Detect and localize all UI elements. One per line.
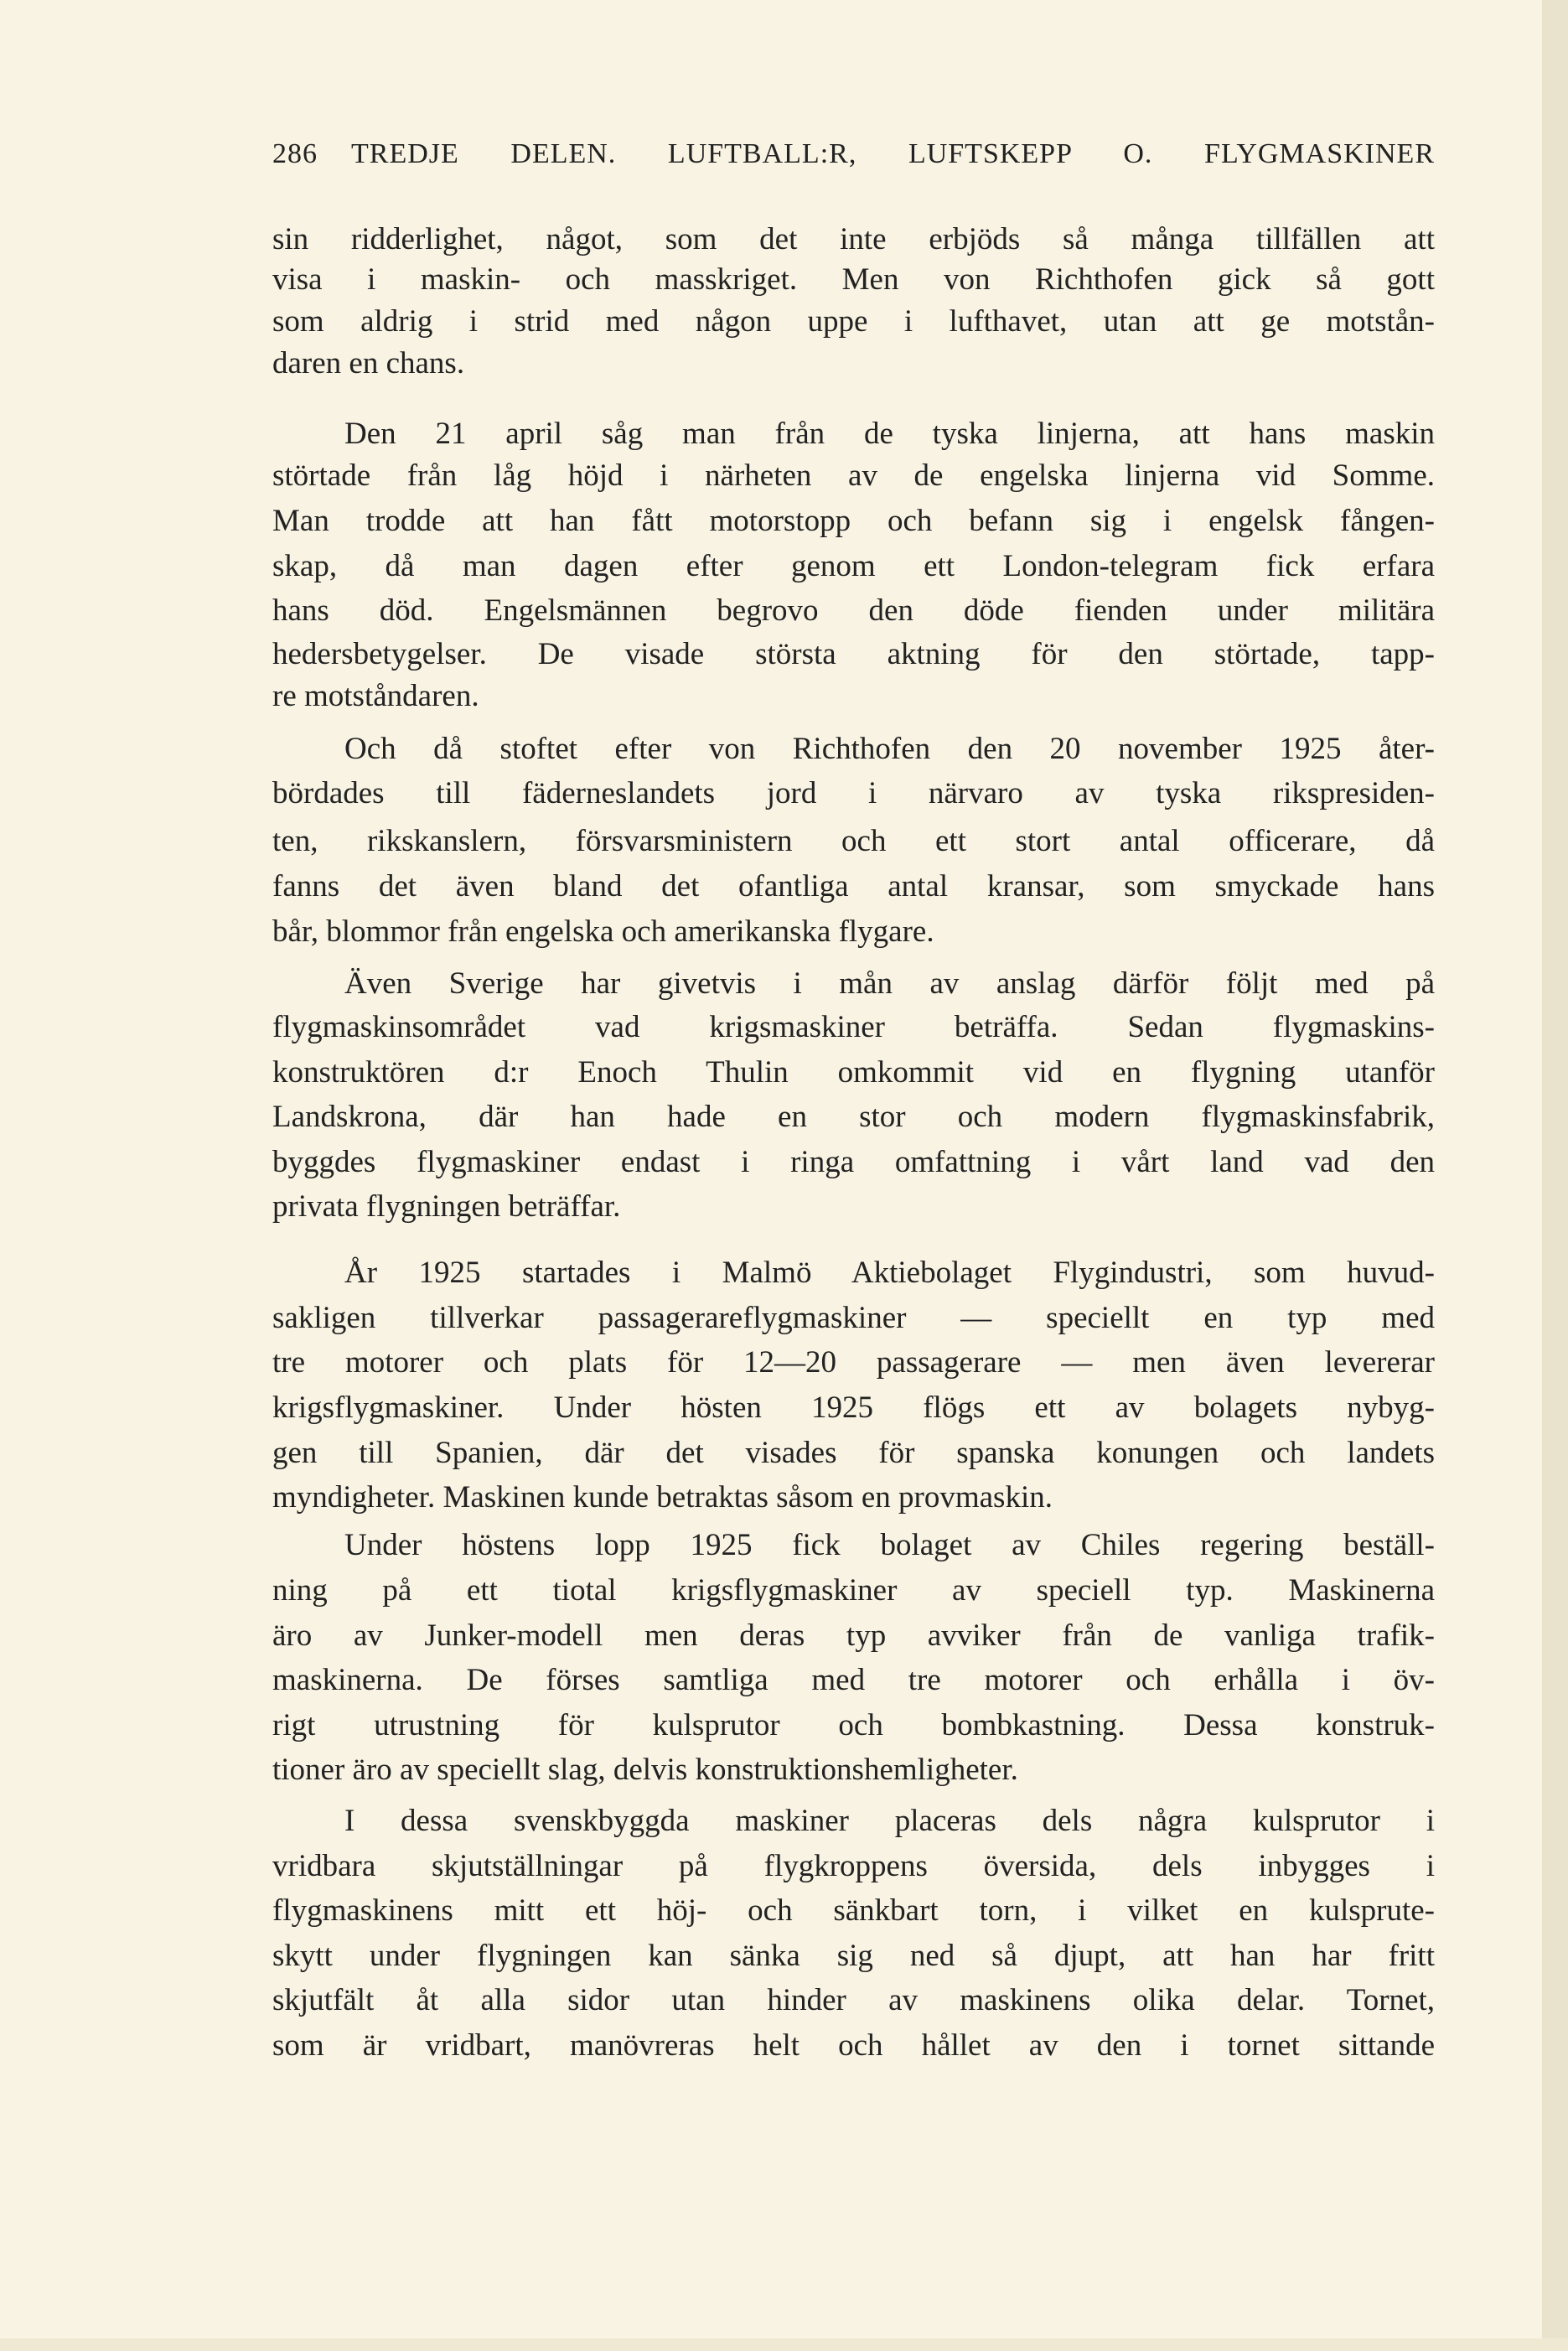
- text-line: daren en chans.: [272, 346, 465, 381]
- text-line: gen till Spanien, där det visades för spanska konungen och landets: [272, 1436, 1435, 1470]
- text-line: Den 21 april såg man från de tyska linjerna, att hans maskin: [344, 417, 1435, 451]
- text-line: störtade från låg höjd i närheten av de engelska linjerna vid Somme.: [272, 458, 1435, 493]
- text-line: Man trodde att han fått motorstopp och befann sig i engelsk fången-: [272, 504, 1435, 538]
- text-line: krigsflygmaskiner. Under hösten 1925 flögs ett av bolagets nybyg-: [272, 1390, 1435, 1425]
- text-line: vridbara skjutställningar på flygkroppens översida, dels inbygges i: [272, 1849, 1435, 1883]
- text-line: re motståndaren.: [272, 679, 479, 713]
- text-line: skytt under flygningen kan sänka sig ned så djupt, att han har fritt: [272, 1939, 1435, 1973]
- text-line: byggdes flygmaskiner endast i ringa omfattning i vårt land vad den: [272, 1145, 1435, 1179]
- text-line: maskinerna. De förses samtliga med tre motorer och erhålla i öv-: [272, 1663, 1435, 1697]
- text-line: bår, blommor från engelska och amerikanska flygare.: [272, 914, 934, 949]
- text-line: bördades till fäderneslandets jord i närvaro av tyska rikspresiden-: [272, 776, 1435, 810]
- text-line: privata flygningen beträffar.: [272, 1189, 621, 1224]
- text-line: ten, rikskanslern, försvarsministern och ett stort antal officerare, då: [272, 824, 1435, 858]
- text-line: hedersbetygelser. De visade största aktning för den störtade, tapp-: [272, 637, 1435, 671]
- text-line: Även Sverige har givetvis i mån av anslag därför följt med på: [344, 966, 1435, 1001]
- text-line: visa i maskin- och masskriget. Men von Richthofen gick så gott: [272, 262, 1435, 297]
- text-line: hans död. Engelsmännen begrovo den döde fienden under militära: [272, 593, 1435, 628]
- text-line: fanns det även bland det ofantliga antal kransar, som smyckade hans: [272, 869, 1435, 904]
- text-line: rigt utrustning för kulsprutor och bombkastning. Dessa konstruk-: [272, 1708, 1435, 1743]
- text-line: skap, då man dagen efter genom ett London-telegram fick erfara: [272, 549, 1435, 583]
- text-line: flygmaskinens mitt ett höj- och sänkbart torn, i vilket en kulsprute-: [272, 1893, 1435, 1928]
- text-line: Landskrona, där han hade en stor och modern flygmaskinsfabrik,: [272, 1100, 1435, 1134]
- text-line: flygmaskinsområdet vad krigsmaskiner beträffa. Sedan flygmaskins-: [272, 1010, 1435, 1044]
- running-header: [272, 134, 1435, 174]
- text-line: Under höstens lopp 1925 fick bolaget av Chiles regering beställ-: [344, 1528, 1435, 1562]
- text-line: som är vridbart, manövreras helt och hållet av den i tornet sittande: [272, 2028, 1435, 2063]
- text-line: I dessa svenskbyggda maskiner placeras dels några kulsprutor i: [344, 1804, 1435, 1838]
- page-bottom-edge: [0, 2338, 1568, 2351]
- text-line: ning på ett tiotal krigsflygmaskiner av speciell typ. Maskinerna: [272, 1573, 1435, 1608]
- text-line: skjutfält åt alla sidor utan hinder av maskinens olika delar. Tornet,: [272, 1983, 1435, 2017]
- running-title: TREDJE DELEN. LUFTBALL:R, LUFTSKEPP O. FLYGMASKINER: [351, 138, 1435, 169]
- text-line: konstruktören d:r Enoch Thulin omkommit vid en flygning utanför: [272, 1055, 1435, 1090]
- text-line: sakligen tillverkar passagerareflygmaskiner — speciellt en typ med: [272, 1301, 1435, 1335]
- page-edge: [1542, 0, 1568, 2351]
- text-line: År 1925 startades i Malmö Aktiebolaget Flygindustri, som huvud-: [344, 1256, 1435, 1290]
- text-line: äro av Junker-modell men deras typ avviker från de vanliga trafik-: [272, 1618, 1435, 1653]
- text-line: myndigheter. Maskinen kunde betraktas såsom en provmaskin.: [272, 1480, 1053, 1515]
- text-line: Och då stoftet efter von Richthofen den 20 november 1925 åter-: [344, 732, 1435, 766]
- text-line: som aldrig i strid med någon uppe i lufthavet, utan att ge motstån-: [272, 304, 1435, 339]
- text-line: tre motorer och plats för 12—20 passagerare — men även levererar: [272, 1345, 1435, 1380]
- page-number: 286: [272, 138, 318, 169]
- text-line: sin ridderlighet, något, som det inte erbjöds så många tillfällen att: [272, 222, 1435, 256]
- text-line: tioner äro av speciellt slag, delvis konstruktionshemligheter.: [272, 1753, 1018, 1787]
